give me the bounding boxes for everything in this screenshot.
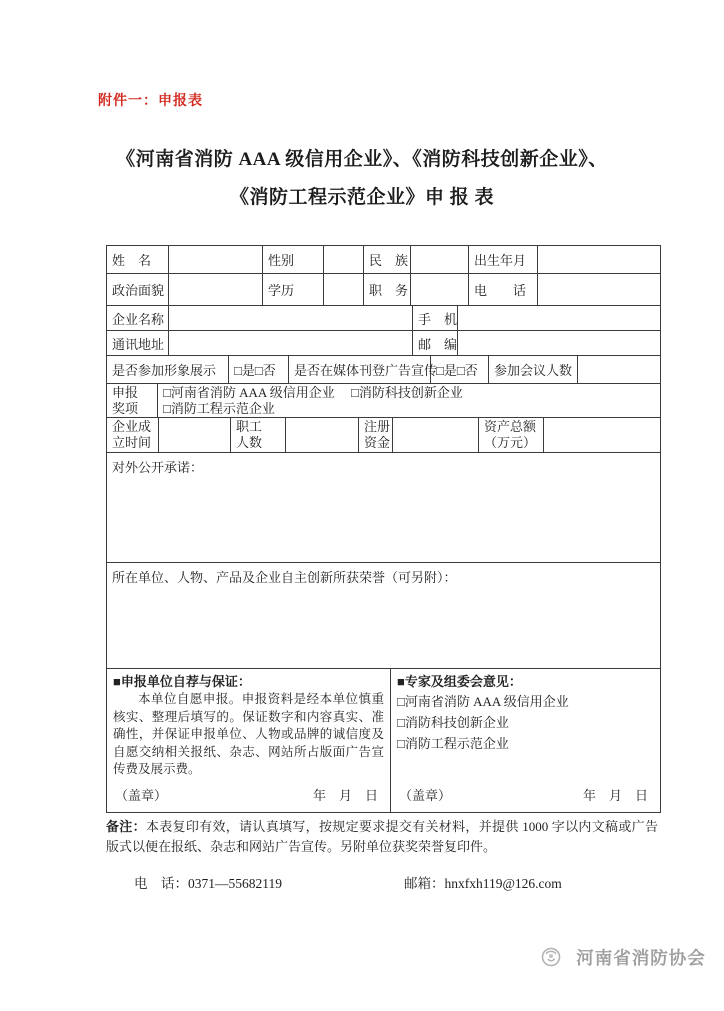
- form-title: [0, 141, 724, 217]
- association-brand: [539, 903, 706, 1011]
- founded-date-value-cell: [159, 418, 231, 453]
- award-category-label-line2: 奖项: [112, 400, 139, 416]
- founded-date-label-line2: 立时间: [112, 435, 152, 450]
- applicant-seal-label: （盖章）: [115, 788, 168, 803]
- total-assets-label: [479, 418, 544, 453]
- total-assets-label-line2: （万元）: [484, 435, 537, 450]
- association-name: 河南省消防协会: [576, 947, 706, 968]
- birthdate-label: 出生年月: [469, 246, 538, 274]
- zipcode-value-cell: [458, 331, 661, 356]
- table-row-address: [107, 331, 661, 356]
- public-commitment-label: 对外公开承诺：: [107, 453, 661, 563]
- address-value-cell: [169, 331, 413, 356]
- applicant-pledge-cell: [107, 669, 391, 813]
- registered-capital-label-line2: 资金: [364, 435, 391, 450]
- remarks-label: 备注：: [106, 819, 146, 834]
- table-row-company-name: [107, 306, 661, 331]
- committee-option-3: □消防工程示范企业: [397, 736, 509, 751]
- registered-capital-value-cell: [393, 418, 479, 453]
- staff-count-label: [231, 418, 286, 453]
- job-title-label: 职 务: [364, 274, 411, 306]
- committee-option-1: □河南省消防 AAA 级信用企业: [397, 694, 569, 709]
- applicant-seal-row: [113, 785, 384, 806]
- exhibition-yesno-checkboxes: □是□否: [229, 356, 289, 384]
- award-option-line1: □河南省消防 AAA 级信用企业 □消防科技创新企业: [163, 384, 463, 400]
- name-value-cell: [169, 246, 263, 274]
- contact-email: 邮箱：hnxfxh119@126.com: [404, 876, 562, 891]
- mobile-value-cell: [458, 306, 661, 331]
- committee-opinion-cell: [391, 669, 661, 813]
- education-label: 学历: [263, 274, 324, 306]
- political-status-value-cell: [169, 274, 263, 306]
- award-category-options: [158, 384, 661, 418]
- committee-option-2: □消防科技创新企业: [397, 715, 509, 730]
- committee-seal-row: [397, 785, 654, 806]
- table-row-personal-1: [107, 246, 661, 274]
- total-assets-value-cell: [544, 418, 661, 453]
- mobile-label: 手 机: [413, 306, 458, 331]
- ethnicity-value-cell: [411, 246, 469, 274]
- founded-date-label-line1: 企业成: [112, 419, 152, 434]
- company-name-label: 企业名称: [107, 306, 169, 331]
- exhibition-label: 是否参加形象展示: [107, 356, 229, 384]
- table-row-personal-2: [107, 274, 661, 306]
- award-option-line2: □消防工程示范企业: [163, 400, 275, 416]
- total-assets-label-line1: 资产总额: [484, 419, 537, 434]
- table-row-honors: [107, 563, 661, 669]
- remarks-text: 本表复印有效，请认真填写，按规定要求提交有关材料，并提供 1000 字以内文稿或广告版式以便在报纸、杂志和网站广告宣传。另附单位获奖荣誉复印件。: [106, 819, 658, 854]
- application-form-table: [106, 245, 661, 813]
- association-emblem-icon: [539, 903, 571, 1011]
- education-value-cell: [324, 274, 364, 306]
- staff-count-label-line1: 职工: [236, 419, 263, 434]
- media-ad-yesno-checkboxes: □是□否: [431, 356, 489, 384]
- telephone-value-cell: [538, 274, 661, 306]
- committee-date-label: 年 月 日: [582, 788, 648, 803]
- birthdate-value-cell: [538, 246, 661, 274]
- applicant-pledge-heading: ■申报单位自荐与保证：: [113, 674, 251, 689]
- attachment-label: 附件一：申报表: [98, 94, 203, 109]
- table-row-company-figures: [107, 418, 661, 453]
- form-title-line2: 《消防工程示范企业》申 报 表: [229, 187, 494, 208]
- staff-count-label-line2: 人数: [236, 435, 263, 450]
- table-row-signatures: [107, 669, 661, 813]
- political-status-label: 政治面貌: [107, 274, 169, 306]
- table-row-award-categories: [107, 384, 661, 418]
- staff-count-value-cell: [286, 418, 359, 453]
- gender-label: 性别: [263, 246, 324, 274]
- media-ad-label: 是否在媒体刊登广告宣传: [289, 356, 431, 384]
- remarks-note: [106, 817, 658, 857]
- award-category-label-line1: 申报: [112, 384, 139, 400]
- gender-value-cell: [324, 246, 364, 274]
- attendees-value-cell: [578, 356, 661, 384]
- table-row-participation: [107, 356, 661, 384]
- registered-capital-label: [359, 418, 393, 453]
- committee-seal-label: （盖章）: [399, 788, 452, 803]
- committee-opinion-heading: ■专家及组委会意见：: [397, 674, 522, 689]
- applicant-pledge-body: 本单位自愿申报。申报资料是经本单位慎重核实、整理后填写的。保证数字和内容真实、准确性，并保证申报单位、人物或品牌的诚信度及自愿交纳相关报纸、杂志、网站所占版面广告宣传费及展示费。: [113, 692, 384, 776]
- attendees-label: 参加会议人数: [489, 356, 578, 384]
- name-label: 姓 名: [107, 246, 169, 274]
- registered-capital-label-line1: 注册: [364, 419, 391, 434]
- contact-phone: 电 话：0371—55682119: [134, 876, 282, 891]
- job-title-value-cell: [411, 274, 469, 306]
- honors-label: 所在单位、人物、产品及企业自主创新所获荣誉（可另附）：: [107, 563, 661, 669]
- table-row-public-commitment: [107, 453, 661, 563]
- telephone-label: 电 话: [469, 274, 538, 306]
- address-label: 通讯地址: [107, 331, 169, 356]
- award-category-label: [107, 384, 158, 418]
- company-name-value-cell: [169, 306, 413, 331]
- zipcode-label: 邮 编: [413, 331, 458, 356]
- form-title-line1: 《河南省消防 AAA 级信用企业》、《消防科技创新企业》、: [116, 149, 608, 170]
- ethnicity-label: 民 族: [364, 246, 411, 274]
- founded-date-label: [107, 418, 159, 453]
- applicant-date-label: 年 月 日: [312, 788, 378, 803]
